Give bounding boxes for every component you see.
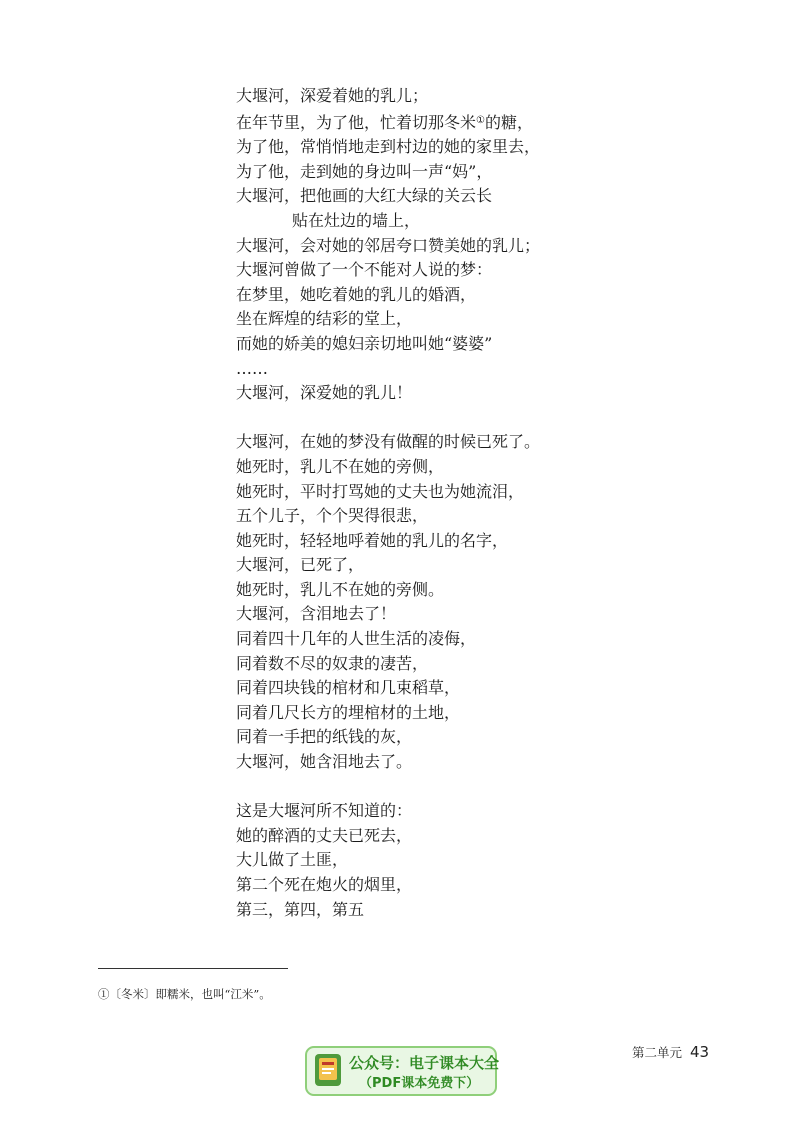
poem-line: 她死时，乳儿不在她的旁侧， xyxy=(236,456,445,476)
poem-line: 大堰河，已死了， xyxy=(236,555,365,575)
poem-line: 同着数不尽的奴隶的凄苦， xyxy=(236,653,429,673)
poem-line: 这是大堰河所不知道的： xyxy=(236,801,413,821)
poem-line: 大堰河，她含泪地去了。 xyxy=(236,752,413,772)
poem-line: 同着一手把的纸钱的灰， xyxy=(236,727,413,747)
poem-line: 为了他，常悄悄地走到村边的她的家里去， xyxy=(236,137,541,157)
book-icon xyxy=(315,1054,341,1086)
poem-line: 她死时，平时打骂她的丈夫也为她流泪， xyxy=(236,481,525,501)
poem-line: 贴在灶边的墙上， xyxy=(292,210,421,230)
stanza-gap xyxy=(236,406,540,431)
poem-line: 她的醉酒的丈夫已死去， xyxy=(236,825,413,845)
poem-line-part: 的糖， xyxy=(484,112,533,132)
page-footer xyxy=(632,1043,709,1061)
poem-line: 五个儿子，个个哭得很悲， xyxy=(236,506,429,526)
poem-line: 同着四块钱的棺材和几束稻草， xyxy=(236,678,461,698)
poem-line: 她死时，轻轻地呼着她的乳儿的名字， xyxy=(236,530,509,550)
poem-line: 大堰河，把他画的大红大绿的关云长 xyxy=(236,186,493,206)
book-icon-graphic xyxy=(315,1054,341,1086)
poem-line: 大儿做了土匪， xyxy=(236,850,349,870)
footnote-divider xyxy=(98,968,288,969)
poem-line: 大堰河，在她的梦没有做醒的时候已死了。 xyxy=(236,432,541,452)
poem-line: 大堰河，深爱着她的乳儿； xyxy=(236,86,429,105)
page-number: 43 xyxy=(690,1043,710,1061)
poem-line-part: 在年节里，为了他，忙着切那冬米 xyxy=(236,112,477,132)
poem-line: 同着几尺长方的埋棺材的土地， xyxy=(236,702,461,722)
poem-line: 大堰河曾做了一个不能对人说的梦： xyxy=(236,260,493,280)
poem-line xyxy=(236,109,540,136)
watermark-line-1: 公众号：电子课本大全 xyxy=(349,1054,500,1072)
poem-line: 坐在辉煌的结彩的堂上， xyxy=(236,309,413,329)
watermark-banner xyxy=(305,1046,500,1096)
poem-line: 在梦里，她吃着她的乳儿的婚酒， xyxy=(236,284,477,304)
footnote-marker[interactable]: ① xyxy=(476,114,485,126)
poem-line: 第二个死在炮火的烟里， xyxy=(236,875,413,894)
poem-line: …… xyxy=(236,358,268,378)
poem-line: 为了他，走到她的身边叫一声“妈”， xyxy=(236,161,493,181)
unit-label: 第二单元 xyxy=(632,1045,683,1060)
poem-line: 第三，第四，第五 xyxy=(236,899,365,919)
poem-body xyxy=(236,84,540,922)
poem-line: 同着四十几年的人世生活的凌侮， xyxy=(236,629,477,649)
stanza-gap xyxy=(236,775,540,800)
footnote-text: ①〔冬米〕即糯米，也叫“江米”。 xyxy=(98,987,271,1001)
poem-line: 大堰河，含泪地去了！ xyxy=(236,604,397,624)
poem-line: 大堰河，深爱她的乳儿！ xyxy=(236,383,413,403)
poem-line: 大堰河，会对她的邻居夸口赞美她的乳儿； xyxy=(236,235,541,255)
watermark-line-2: （PDF课本免费下） xyxy=(359,1076,480,1091)
poem-line: 她死时，乳儿不在她的旁侧。 xyxy=(236,579,445,599)
poem-line: 而她的娇美的媳妇亲切地叫她“婆婆” xyxy=(236,333,493,353)
